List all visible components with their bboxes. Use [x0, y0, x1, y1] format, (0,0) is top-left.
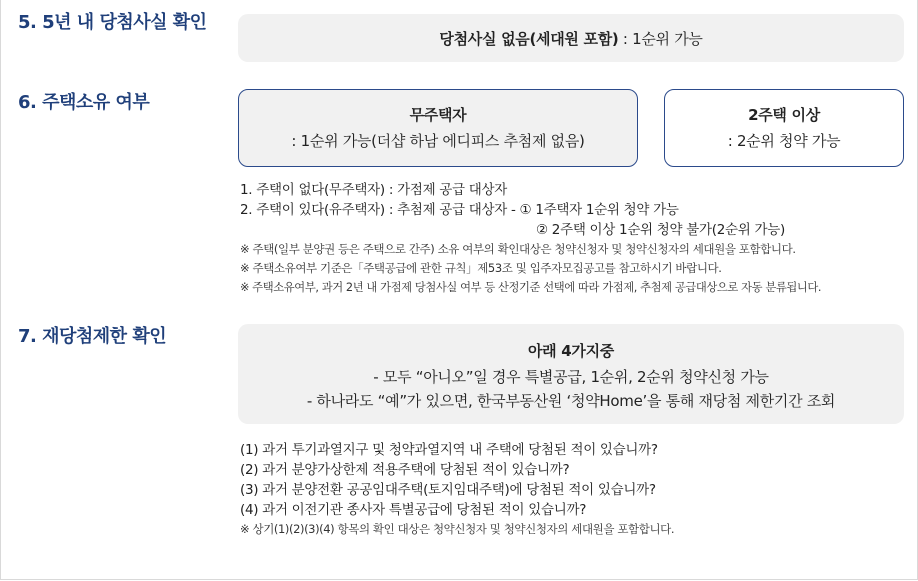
two-house-desc: : 2순위 청약 가능 [727, 132, 841, 150]
recheck-question-4: (4) 과거 이전기관 종사자 특별공급에 당첨된 적이 있습니까? [240, 502, 587, 518]
recheck-question-3: (3) 과거 분양전환 공공임대주택(토지임대주택)에 당첨된 적이 있습니까? [240, 482, 656, 498]
section-5-box-bold: 당첨사실 없음(세대원 포함) [439, 30, 619, 48]
ownership-list-2: 2. 주택이 있다(유주택자) : 추첨제 공급 대상자 - ① 1주택자 1순위 청약 가능 [240, 202, 679, 218]
ownership-note-3: ※ 주택소유여부, 과거 2년 내 가점제 당첨사실 여부 등 산정기준 선택에 따라 가점제, 추첨제 공급대상으로 자동 분류됩니다. [240, 281, 822, 294]
recheck-box [238, 324, 904, 424]
two-house-box [664, 89, 904, 167]
no-house-box [238, 89, 638, 167]
section-5-box-rest: : 1순위 가능 [618, 30, 703, 48]
ownership-list-1: 1. 주택이 없다(무주택자) : 가점제 공급 대상자 [240, 182, 508, 198]
recheck-box-line-2: - 하나라도 “예”가 있으면, 한국부동산원 ‘청약Home’을 통해 재당첨 제한기간 조회 [306, 392, 836, 410]
section-5-title: 5. 5년 내 당첨사실 확인 [18, 12, 207, 33]
no-house-title: 무주택자 [409, 106, 467, 124]
no-house-desc: : 1순위 가능(더샵 하남 에디피스 추첨제 없음) [291, 132, 585, 150]
ownership-note-2: ※ 주택소유여부 기준은「주택공급에 관한 규칙」제53조 및 입주자모집공고를 참고하시기 바랍니다. [240, 261, 722, 275]
two-house-title: 2주택 이상 [748, 106, 820, 124]
section-6-title: 6. 주택소유 여부 [18, 92, 150, 113]
recheck-box-title: 아래 4가지중 [527, 342, 614, 360]
section-7-title: 7. 재당첨제한 확인 [18, 326, 167, 347]
recheck-box-line-1: - 모두 “아니오”일 경우 특별공급, 1순위, 2순위 청약신청 가능 [373, 368, 769, 386]
section-5-box [238, 14, 904, 62]
ownership-note-1: ※ 주택(일부 분양권 등은 주택으로 간주) 소유 여부의 확인대상은 청약신청자 및 청약신청자의 세대원을 포함합니다. [240, 242, 796, 256]
recheck-note: ※ 상기(1)(2)(3)(4) 항목의 확인 대상은 청약신청자 및 청약신청자의 세대원을 포함합니다. [240, 522, 675, 536]
recheck-question-2: (2) 과거 분양가상한제 적용주택에 당첨된 적이 있습니까? [240, 462, 570, 478]
section-5-box-text [238, 28, 904, 49]
ownership-list-2b: ② 2주택 이상 1순위 청약 불가(2순위 가능) [536, 222, 785, 238]
recheck-question-1: (1) 과거 투기과열지구 및 청약과열지역 내 주택에 당첨된 적이 있습니까? [240, 442, 658, 458]
